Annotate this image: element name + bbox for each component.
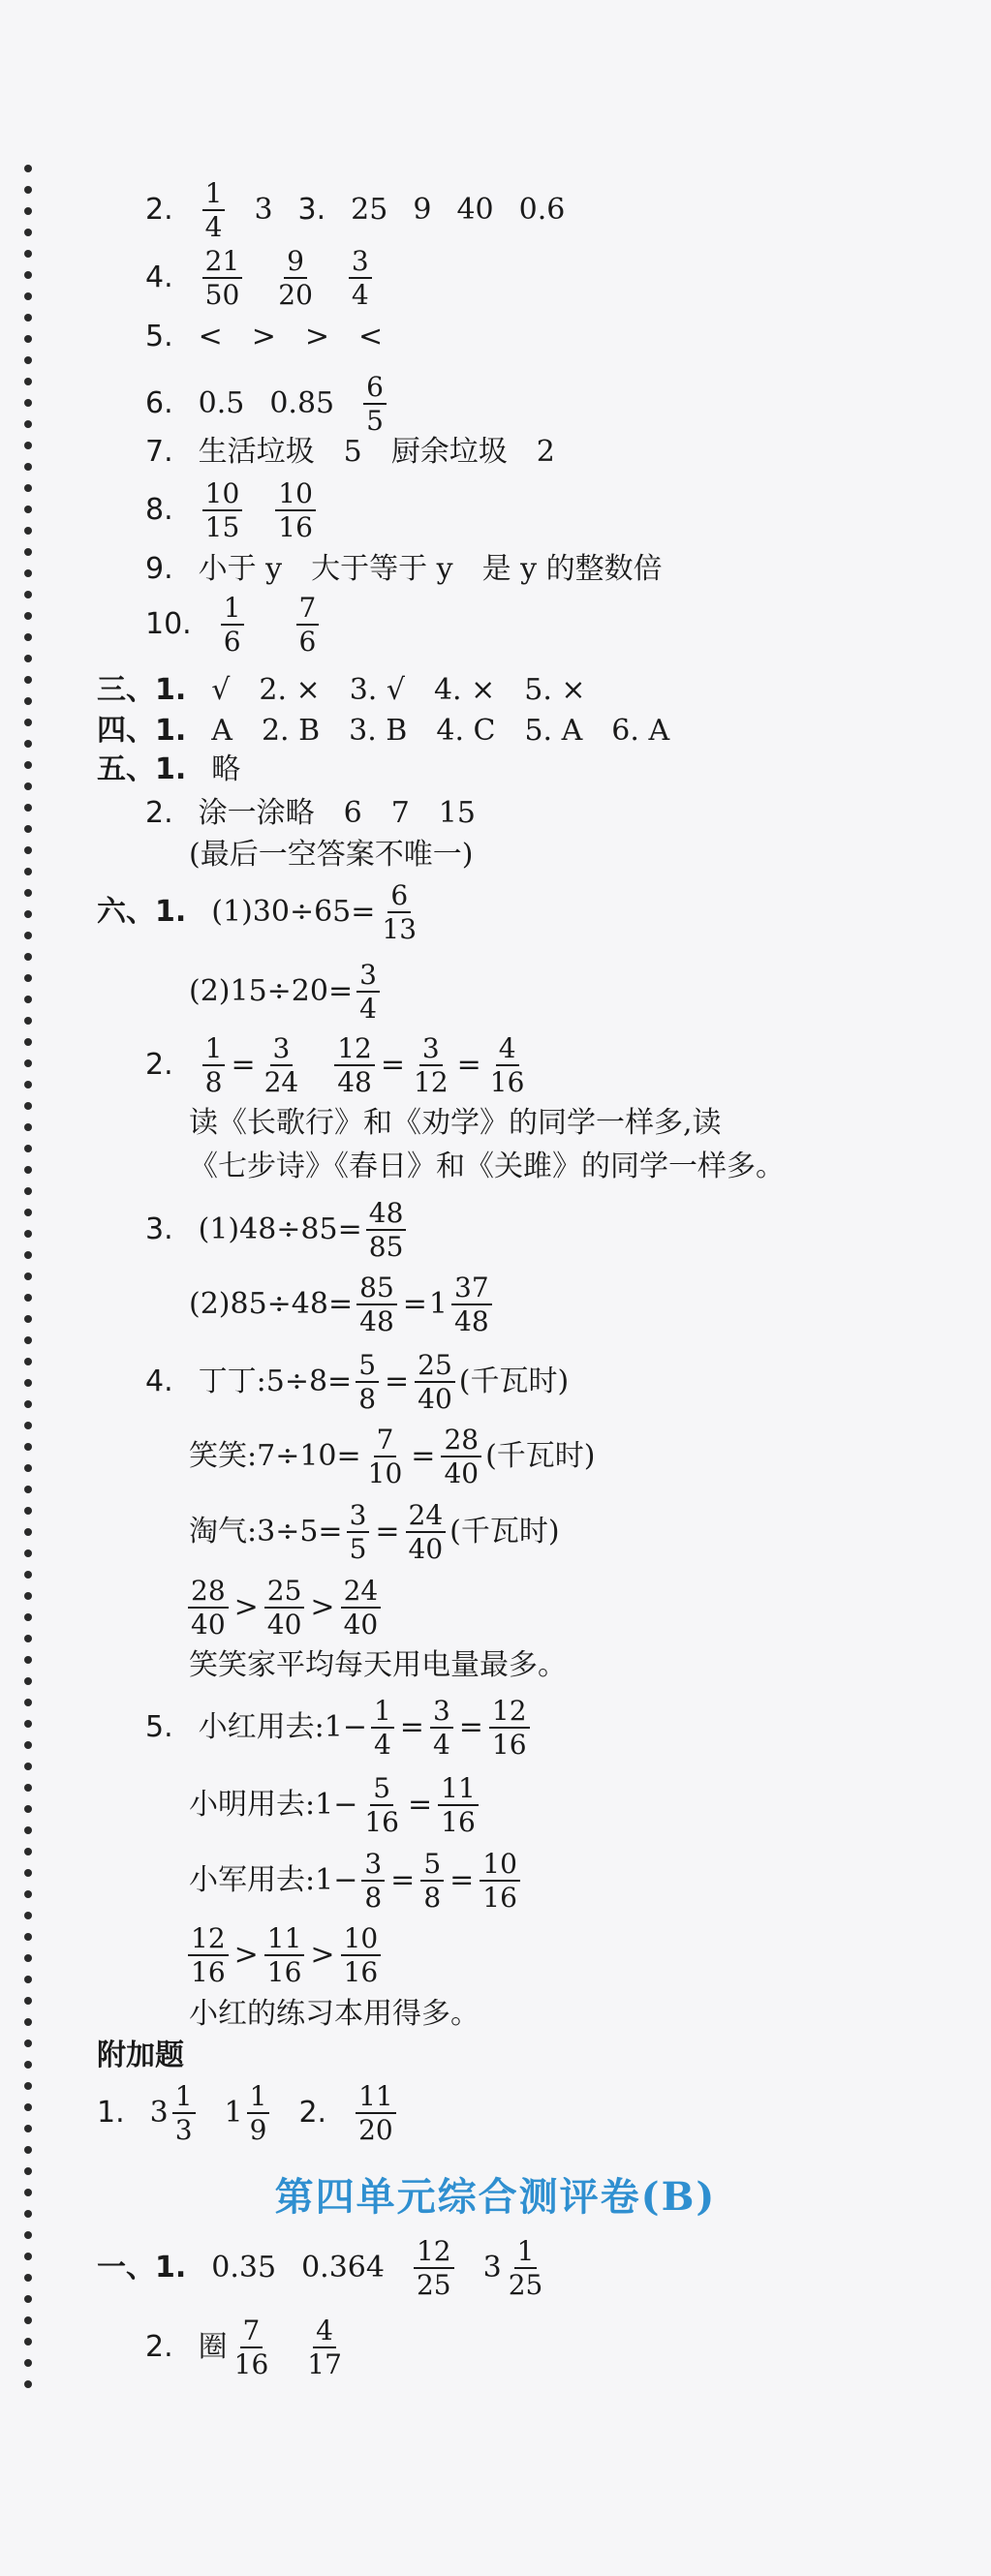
binding-dot: [24, 1081, 32, 1089]
whole-number: 1: [428, 1287, 448, 1322]
answer-value: 3: [254, 193, 273, 228]
extra-title: [97, 2041, 184, 2070]
fraction: $\frac{21}{50}$: [202, 247, 243, 310]
binding-dot: [24, 1869, 32, 1877]
binding-dot: [24, 442, 32, 449]
binding-dot: [24, 2146, 32, 2154]
binding-dot: [24, 1443, 32, 1451]
binding-dot: [24, 1464, 32, 1472]
binding-dot: [24, 1017, 32, 1025]
part-b-line-2: [145, 2316, 349, 2379]
unit-label: (千瓦时): [485, 1439, 596, 1474]
section-label: 五、1.: [97, 752, 187, 786]
binding-dot: [24, 506, 32, 513]
item-number: 2.: [145, 2330, 173, 2365]
fraction: $\frac{11}{16}$: [264, 1924, 305, 1987]
binding-dot: [24, 1315, 32, 1323]
answer-line-4: [145, 247, 376, 310]
binding-dot: [24, 1976, 32, 1983]
fraction: $\frac{3}{5}$: [347, 1501, 370, 1564]
binding-dot: [24, 2338, 32, 2346]
binding-dot: [24, 1251, 32, 1259]
binding-dot: [24, 2039, 32, 2047]
equation: 笑笑:7÷10=: [189, 1439, 361, 1474]
binding-dot: [24, 2061, 32, 2069]
item-number: 7.: [145, 435, 173, 469]
binding-dot: [24, 846, 32, 854]
answer-line-10: [145, 594, 323, 657]
fraction: $\frac{4}{16}$: [489, 1032, 525, 1099]
answer-line-5: [145, 322, 383, 352]
binding-dot: [24, 974, 32, 982]
fraction: $\frac{11}{20}$: [356, 2082, 396, 2145]
answer-line-2: [145, 179, 565, 242]
binding-dot: [24, 1059, 32, 1067]
answer-line-7: [145, 435, 555, 469]
section-label: 三、1.: [97, 673, 187, 707]
fraction: $\frac{6}{13}$: [382, 879, 418, 946]
item-number: 6.: [145, 386, 173, 421]
section-6-line-3b: (2)85÷48= $\frac{85}{48}$ = 1 $\frac{37}{48}$: [189, 1273, 496, 1336]
binding-dot: [24, 1677, 32, 1685]
item-number: 4.: [145, 261, 173, 295]
fraction: $\frac{3}{12}$: [414, 1032, 449, 1099]
fraction: $\frac{1}{9}$: [247, 2082, 270, 2145]
equation: (2)85÷48=: [189, 1287, 354, 1322]
fraction: $\frac{12}{16}$: [489, 1697, 530, 1760]
answer-value: 0.364: [301, 2251, 385, 2285]
section-6-line-4b: 笑笑:7÷10= $\frac{7}{10}$ = $\frac{28}{40}$ (千瓦时): [189, 1424, 596, 1490]
answer-value: 9: [413, 193, 432, 228]
section-5-line: [97, 752, 241, 786]
section-6-line-4c: 淘气:3÷5= $\frac{3}{5}$ = $\frac{24}{40}$ (千瓦时): [189, 1499, 560, 1566]
binding-dot: [24, 463, 32, 471]
binding-dot: [24, 1273, 32, 1280]
item-number: 9.: [145, 552, 173, 586]
unit-title: 第四单元综合测评卷(B): [274, 2174, 717, 2220]
unit-label: (千瓦时): [449, 1515, 560, 1549]
binding-dot: [24, 2231, 32, 2239]
extra-line: [97, 2082, 400, 2145]
whole-number: 3: [149, 2096, 169, 2131]
binding-dot: [24, 697, 32, 705]
answer-note: (最后一空答案不唯一): [189, 838, 474, 872]
whole-number: 3: [482, 2251, 502, 2285]
item-number: 2.: [145, 796, 173, 830]
binding-dot: [24, 1486, 32, 1493]
section-5-line-2: [145, 796, 476, 830]
extra-heading: 附加题: [97, 2039, 184, 2072]
item-number: 2.: [298, 2096, 327, 2131]
equation: (2)15÷20=: [189, 974, 354, 1009]
binding-dot: [24, 420, 32, 428]
unit-label: (千瓦时): [458, 1365, 570, 1399]
section-6-line-5b: 小明用去:1− $\frac{5}{16}$ = $\frac{11}{16}$: [189, 1774, 482, 1837]
equation: 小红用去:1−: [198, 1710, 367, 1745]
item-number: 3.: [145, 1212, 173, 1247]
binding-dot: [24, 1123, 32, 1131]
binding-dot: [24, 1379, 32, 1387]
binding-dot: [24, 1805, 32, 1813]
item-number: 5.: [145, 320, 173, 353]
item-number: 4.: [145, 1365, 173, 1399]
fraction: $\frac{37}{48}$: [451, 1273, 492, 1336]
item-number: 8.: [145, 493, 173, 528]
binding-dot: [24, 1954, 32, 1962]
fraction: $\frac{3}{4}$: [349, 247, 372, 310]
fraction: $\frac{10}{16}$: [480, 1850, 520, 1913]
section-6-line-5a: 5. 小红用去:1− $\frac{1}{4}$ = $\frac{3}{4}$ = $\frac{12}{16}$: [145, 1697, 534, 1760]
section-6-line-5c: 小军用去:1− $\frac{3}{8}$ = $\frac{5}{8}$ = $\frac{10}{16}$: [189, 1850, 524, 1913]
fraction: $\frac{5}{8}$: [356, 1351, 379, 1414]
binding-dot: [24, 1166, 32, 1174]
binding-dot: [24, 1145, 32, 1152]
section-label: 一、1.: [97, 2251, 187, 2285]
fraction: $\frac{9}{20}$: [278, 245, 313, 312]
binding-dot: [24, 868, 32, 875]
equation: 小明用去:1−: [189, 1788, 358, 1823]
binding-dot: [24, 825, 32, 833]
equals-sign: =: [456, 1048, 481, 1083]
section-3-line: [97, 673, 586, 707]
binding-dot: [24, 1997, 32, 2005]
binding-dot: [24, 910, 32, 918]
binding-dot: [24, 1890, 32, 1898]
binding-dot: [24, 1230, 32, 1238]
binding-dot: [24, 1422, 32, 1429]
item-number: 10.: [145, 607, 192, 642]
binding-dot: [24, 2274, 32, 2282]
binding-dot: [24, 1699, 32, 1706]
section-6-line-4a: 4. 丁丁:5÷8= $\frac{5}{8}$ = $\frac{25}{40}$ (千瓦时): [145, 1349, 570, 1416]
binding-dot: [24, 932, 32, 939]
item-number: 2.: [145, 1048, 173, 1083]
item-number: 5.: [145, 1710, 173, 1745]
binding-dot: [24, 548, 32, 556]
section-6-text-2: [189, 1152, 785, 1181]
binding-dot: [24, 1720, 32, 1728]
binding-dot: [24, 1912, 32, 1919]
section-6-line: [97, 881, 423, 944]
binding-dot: [24, 335, 32, 343]
section-6-line-2: [145, 1034, 531, 1097]
binding-dot: [24, 186, 32, 194]
binding-dot: [24, 889, 32, 897]
binding-dot: [24, 1336, 32, 1344]
fraction: $\frac{24}{40}$: [341, 1577, 382, 1640]
binding-dot: [24, 1784, 32, 1792]
binding-dot: [24, 740, 32, 748]
fraction: $\frac{25}{40}$: [415, 1351, 455, 1414]
fraction: $\frac{7}{16}$: [233, 2315, 269, 2381]
answer-line-8: [145, 479, 320, 542]
answer-text: √ 2. × 3. √ 4. × 5. ×: [211, 673, 586, 707]
binding-dot: [24, 1187, 32, 1195]
binding-dot: [24, 2380, 32, 2388]
fraction: $\frac{12}{25}$: [414, 2237, 454, 2300]
binding-dot: [24, 782, 32, 790]
equation: (1)30÷65=: [211, 895, 376, 930]
equation: 小军用去:1−: [189, 1863, 358, 1898]
fraction: $\frac{5}{16}$: [364, 1772, 399, 1839]
binding-dot: [24, 378, 32, 385]
fraction: $\frac{1}{25}$: [508, 2235, 543, 2302]
binding-dot: [24, 1528, 32, 1536]
binding-dot: [24, 2103, 32, 2111]
answer-value: 25: [351, 193, 388, 228]
binding-dot: [24, 314, 32, 322]
fraction: $\frac{7}{10}$: [367, 1424, 403, 1490]
equation: 丁丁:5÷8=: [198, 1365, 353, 1399]
binding-dot: [24, 1209, 32, 1216]
answer-text: 《七步诗》《春日》和《关雎》的同学一样多。: [189, 1150, 785, 1183]
binding-dot: [24, 2018, 32, 2026]
fraction: $\frac{10}{16}$: [341, 1924, 382, 1987]
section-label: 四、1.: [97, 714, 187, 748]
item-number: 1.: [97, 2096, 125, 2131]
fraction: $\frac{10}{15}$: [202, 479, 243, 542]
binding-dot: [24, 655, 32, 662]
fraction: $\frac{1}{8}$: [202, 1034, 226, 1097]
binding-dot: [24, 527, 32, 535]
answer-text: 小红的练习本用得多。: [189, 1997, 480, 2031]
fraction: $\frac{1}{3}$: [172, 2082, 196, 2145]
binding-dot: [24, 292, 32, 300]
fraction: $\frac{28}{40}$: [441, 1426, 481, 1488]
fraction: $\frac{1}{4}$: [371, 1697, 394, 1760]
equals-sign: =: [380, 1048, 406, 1083]
answer-value: 0.35: [211, 2251, 277, 2285]
binding-dot: [24, 804, 32, 812]
fraction: $\frac{1}{6}$: [221, 594, 244, 657]
section-6-text-1: [189, 1106, 722, 1140]
fraction: $\frac{28}{40}$: [188, 1577, 229, 1640]
section-label: 六、1.: [97, 895, 187, 930]
section-6-compare-5: $\frac{12}{16}$ > $\frac{11}{16}$ > $\frac{10}{16}$: [184, 1924, 385, 1987]
answer-text: 读《长歌行》和《劝学》的同学一样多,读: [189, 1106, 722, 1140]
binding-dot: [24, 1613, 32, 1621]
binding-dot: [24, 591, 32, 598]
fraction: $\frac{3}{24}$: [263, 1032, 299, 1099]
section-6-line-3a: [145, 1199, 410, 1262]
fraction: $\frac{24}{40}$: [406, 1501, 447, 1564]
binding-dot: [24, 996, 32, 1003]
binding-dot: [24, 1763, 32, 1770]
equals-sign: =: [231, 1048, 256, 1083]
fraction: $\frac{1}{4}$: [202, 179, 226, 242]
answer-text: 涂一涂略 6 7 15: [198, 796, 476, 830]
binding-dot: [24, 1826, 32, 1834]
section-6-line-1b: [189, 961, 384, 1024]
binding-dot: [24, 2253, 32, 2260]
whole-number: 1: [224, 2096, 243, 2131]
item-number: 3.: [297, 193, 326, 228]
equation: (1)48÷85=: [198, 1212, 362, 1247]
answer-text: 略: [211, 752, 241, 786]
binding-dot: [24, 2316, 32, 2324]
answer-value: 40: [456, 193, 494, 228]
item-number: 2.: [145, 193, 173, 228]
binding-dot: [24, 399, 32, 407]
binding-dot: [24, 1549, 32, 1557]
binding-dot: [24, 569, 32, 577]
fraction: $\frac{12}{16}$: [188, 1924, 229, 1987]
binding-dot: [24, 271, 32, 279]
fraction: $\frac{48}{85}$: [366, 1199, 407, 1262]
fraction: $\frac{3}{8}$: [361, 1850, 385, 1913]
answer-text: A 2. B 3. B 4. C 5. A 6. A: [211, 714, 670, 748]
binding-dot: [24, 207, 32, 215]
section-6-conclusion-5: [189, 1997, 480, 2031]
binding-dot: [24, 676, 32, 684]
fraction: $\frac{5}{8}$: [420, 1850, 444, 1913]
part-b-line-1: [97, 2237, 549, 2300]
binding-dot: [24, 484, 32, 492]
binding-dot: [24, 1571, 32, 1579]
binding-dot: [24, 2125, 32, 2132]
section-6-conclusion-4: [189, 1648, 567, 1682]
binding-dot: [24, 1400, 32, 1408]
binding-dot: [24, 1102, 32, 1110]
equation: 淘气:3÷5=: [189, 1515, 343, 1549]
binding-dot: [24, 761, 32, 769]
binding-dot: [24, 165, 32, 172]
binding-dot: [24, 1358, 32, 1365]
fraction: $\frac{11}{16}$: [438, 1774, 479, 1837]
answer-value: 0.5: [198, 386, 245, 421]
binding-dot: [24, 633, 32, 641]
fraction: $\frac{85}{48}$: [356, 1273, 397, 1336]
binding-dot: [24, 1294, 32, 1302]
binding-dot: [24, 1848, 32, 1855]
binding-dot: [24, 2295, 32, 2303]
fraction: $\frac{3}{4}$: [430, 1697, 453, 1760]
fraction: $\frac{6}{5}$: [363, 373, 387, 436]
section-5-note: [189, 838, 474, 872]
binding-dot: [24, 1038, 32, 1046]
fraction: $\frac{7}{6}$: [296, 594, 320, 657]
answer-text: 小于 y 大于等于 y 是 y 的整数倍: [198, 552, 663, 586]
binding-dot: [24, 356, 32, 364]
fraction: $\frac{10}{16}$: [275, 479, 316, 542]
binding-dot: [24, 2082, 32, 2090]
answer-line-9: [145, 552, 663, 586]
fraction: $\frac{12}{48}$: [334, 1034, 375, 1097]
binding-dot: [24, 1656, 32, 1664]
binding-dot: [24, 1635, 32, 1642]
answer-text: 圈: [198, 2330, 228, 2365]
binding-dot: [24, 229, 32, 236]
answer-value: 0.6: [518, 193, 566, 228]
answer-line-6: [145, 373, 390, 436]
binding-dot: [24, 719, 32, 726]
fraction: $\frac{4}{17}$: [307, 2315, 342, 2381]
binding-dot: [24, 2359, 32, 2367]
binding-dot: [24, 1741, 32, 1749]
binding-dots: [21, 165, 35, 2382]
binding-dot: [24, 1933, 32, 1941]
fraction: $\frac{25}{40}$: [264, 1577, 305, 1640]
answer-text: 生活垃圾 5 厨余垃圾 2: [198, 435, 555, 469]
answer-value: 0.85: [269, 386, 335, 421]
binding-dot: [24, 1592, 32, 1600]
binding-dot: [24, 612, 32, 620]
answer-text: < > > <: [198, 320, 384, 353]
binding-dot: [24, 250, 32, 258]
fraction: $\frac{3}{4}$: [356, 961, 380, 1024]
section-6-compare-4: $\frac{28}{40}$ > $\frac{25}{40}$ > $\frac{24}{40}$: [184, 1577, 385, 1640]
binding-dot: [24, 953, 32, 961]
binding-dot: [24, 1507, 32, 1515]
answer-text: 笑笑家平均每天用电量最多。: [189, 1648, 567, 1682]
section-4-line: [97, 714, 670, 748]
